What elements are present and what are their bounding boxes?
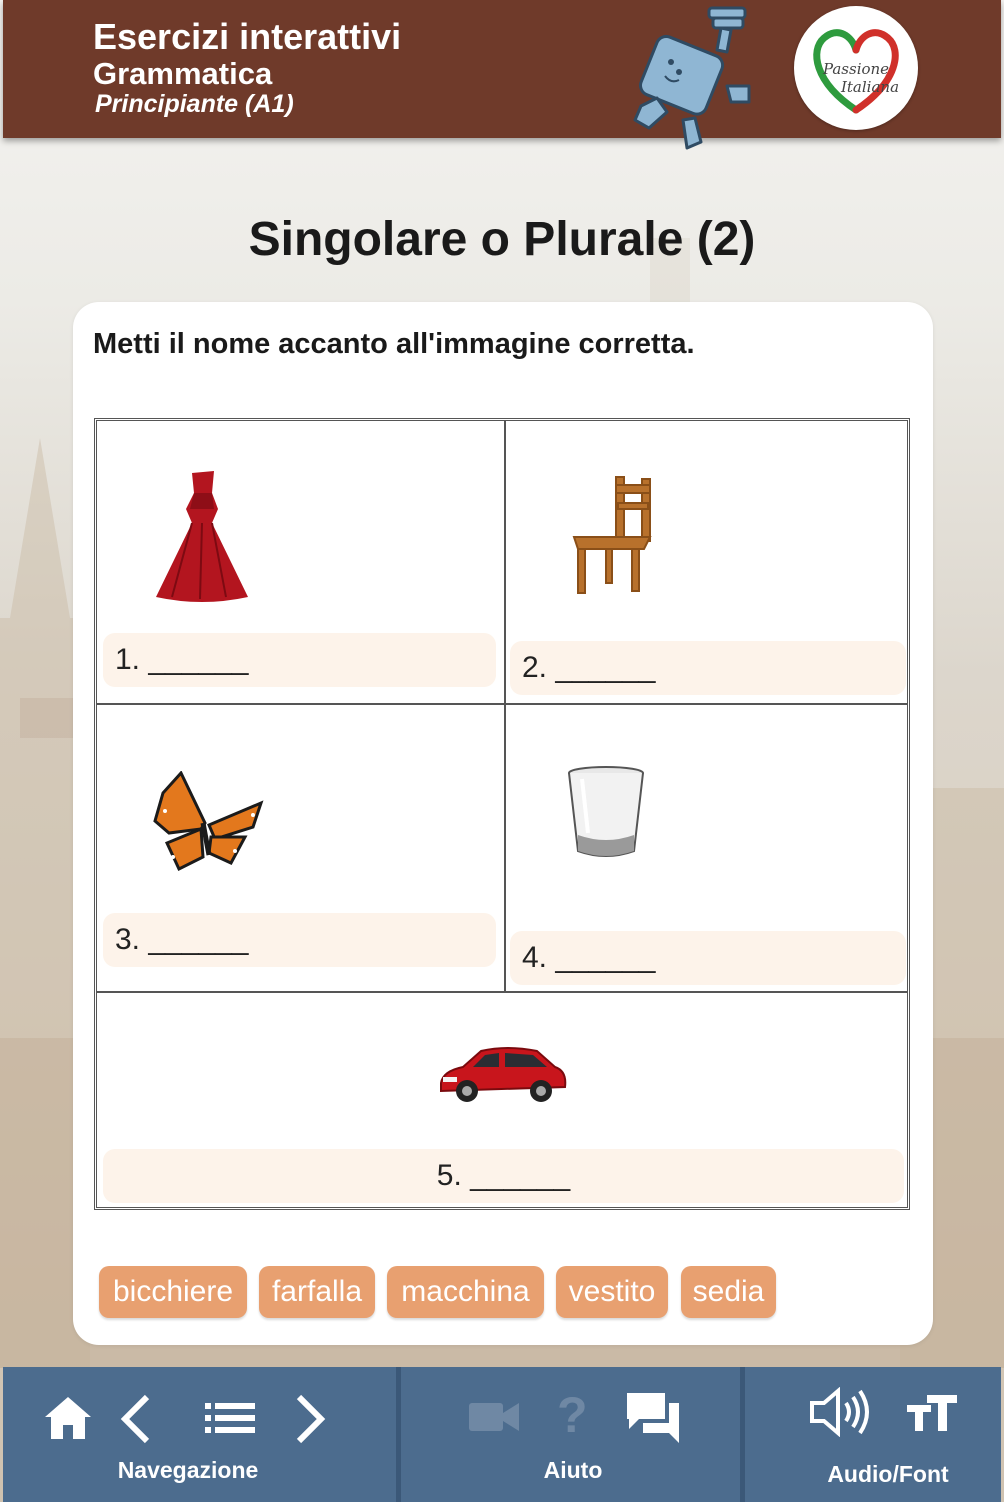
home-icon[interactable] bbox=[43, 1395, 93, 1441]
footer-separator-2 bbox=[740, 1367, 745, 1502]
help-label: Aiuto bbox=[543, 1457, 603, 1483]
word-chip-vestito[interactable]: vestito bbox=[556, 1266, 668, 1318]
word-chip-bicchiere[interactable]: bicchiere bbox=[99, 1266, 247, 1318]
answer-slot-2[interactable]: 2. ______ bbox=[510, 641, 906, 695]
header-title: Esercizi interattivi bbox=[93, 16, 402, 57]
wooden-chair-image bbox=[572, 475, 656, 595]
shot-glass-image bbox=[566, 765, 646, 867]
red-dress-image bbox=[152, 469, 252, 603]
word-chip-macchina[interactable]: macchina bbox=[387, 1266, 544, 1318]
nav-label: Navegazione bbox=[117, 1457, 259, 1483]
red-car-image bbox=[437, 1043, 569, 1105]
header-subtitle: Grammatica bbox=[93, 56, 273, 91]
logo-text-line1: Passione bbox=[822, 60, 890, 78]
monarch-butterfly-image bbox=[153, 771, 265, 875]
answer-slot-5[interactable]: 5. ______ bbox=[103, 1149, 904, 1203]
exercise-card bbox=[73, 302, 933, 1345]
exercise-cell-2 bbox=[506, 421, 910, 703]
instruction-text: Metti il nome accanto all'immagine corretta. bbox=[93, 328, 695, 360]
footer-separator-1 bbox=[396, 1367, 401, 1502]
speaker-icon[interactable] bbox=[808, 1387, 872, 1437]
word-chip-farfalla[interactable]: farfalla bbox=[259, 1266, 375, 1318]
list-icon[interactable] bbox=[205, 1403, 255, 1433]
question-icon: ? bbox=[557, 1387, 588, 1443]
mascot-illustration bbox=[621, 2, 771, 150]
exercise-cell-1 bbox=[97, 421, 504, 703]
logo-text-line2: Italiana bbox=[840, 78, 900, 96]
footer-toolbar bbox=[3, 1367, 1001, 1502]
exercise-grid bbox=[94, 418, 910, 1210]
video-icon bbox=[469, 1399, 519, 1435]
answer-slot-3[interactable]: 3. ______ bbox=[103, 913, 496, 967]
audio-font-label: Audio/Font bbox=[827, 1461, 949, 1487]
passione-italiana-logo bbox=[794, 6, 918, 130]
exercise-cell-3 bbox=[97, 705, 504, 991]
page-title: Singolare o Plurale (2) bbox=[248, 213, 756, 266]
answer-slot-4[interactable]: 4. ______ bbox=[510, 931, 906, 985]
header-level: Principiante (A1) bbox=[95, 90, 294, 118]
exercise-cell-4 bbox=[506, 705, 910, 991]
chat-icon[interactable] bbox=[625, 1391, 681, 1443]
word-chip-sedia[interactable]: sedia bbox=[681, 1266, 776, 1318]
font-size-icon[interactable] bbox=[905, 1393, 959, 1433]
app-header bbox=[3, 0, 1001, 138]
answer-slot-1[interactable]: 1. ______ bbox=[103, 633, 496, 687]
exercise-cell-5 bbox=[97, 993, 910, 1210]
chevron-left-icon[interactable] bbox=[117, 1393, 153, 1445]
chevron-right-icon[interactable] bbox=[293, 1393, 329, 1445]
